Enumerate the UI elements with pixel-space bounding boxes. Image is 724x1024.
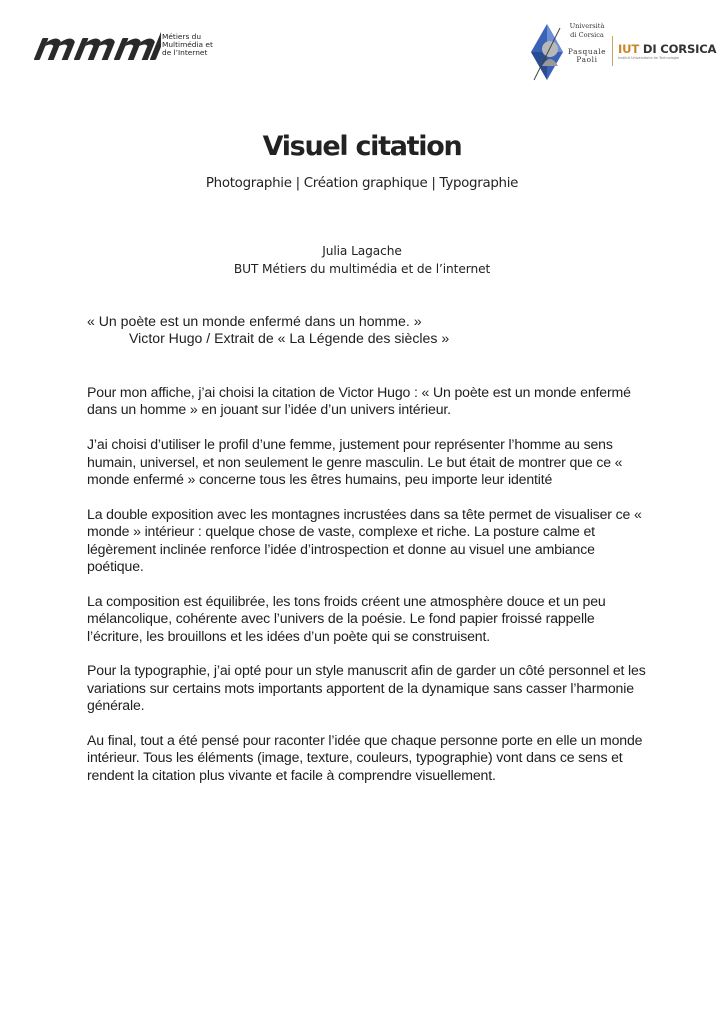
document-subtitle: Photographie | Création graphique | Typographie — [205, 176, 519, 191]
university-namesake: Pasquale Paoli — [567, 47, 607, 65]
author-block — [0, 243, 724, 279]
paragraph: La double exposition avec les montagnes incrustées dans sa tête permet de visualiser ce « monde » intérieur : quelque chose de vaste, complexe et riche. La posture calme et légèrement inclinée renforce l’idée d’introspection et donne au visuel une ambiance poétique. — [87, 505, 642, 575]
document-title: Visuel citation — [262, 131, 462, 162]
mmi-logo — [33, 22, 218, 66]
paragraph: Pour mon affiche, j’ai choisi la citation de Victor Hugo : « Un poète est un monde enfermé dans un homme » en jouant sur l’idée d’un univers intérieur. — [87, 384, 631, 418]
university-emblem-icon — [530, 22, 564, 84]
logo-divider — [612, 36, 613, 66]
quote-block — [87, 313, 449, 348]
quote-text: « Un poète est un monde enfermé dans un homme. » — [87, 313, 422, 329]
program-name: BUT Métiers du multimédia et de l’internet — [233, 261, 491, 276]
paragraph: Pour la typographie, j’ai opté pour un style manuscrit afin de garder un côté personnel et les variations sur certains mots importants apportent de la dynamique sans casser l’harmonie générale. — [87, 662, 646, 714]
paragraph: Au final, tout a été pensé pour raconter l’idée que chaque personne porte en elle un monde intérieur. Tous les éléments (image, texture, couleurs, typographie) vont dans ce sens et rendent la citation plus vivante et facile à comprendre visuellement. — [87, 732, 643, 783]
quote-source: Victor Hugo / Extrait de « La Légende des siècles » — [129, 330, 450, 347]
iut-subtitle: Institut Universitaire de Technologie — [618, 56, 680, 60]
iut-name: IUT DI CORSICA — [618, 42, 717, 56]
mmi-tagline: Métiers du Multimédia et de l’Internet — [162, 32, 213, 57]
university-name: Università di Corsica Pasquale Paoli — [563, 22, 611, 65]
paragraph: La composition est équilibrée, les tons froids créent une atmosphère douce et un peu mélancolique, cohérente avec l’univers de la poésie. Le fond papier froissé rappelle l’écriture, les brouillons et les idées d’un poète qui se construisent. — [87, 592, 606, 644]
university-logo — [530, 22, 717, 84]
author-name: Julia Lagache — [322, 244, 402, 258]
mmi-wordmark-icon — [33, 22, 161, 66]
body-text — [87, 384, 647, 802]
paragraph: J’ai choisi d’utiliser le profil d’une femme, justement pour représenter l’homme au sens humain, universel, et non seulement le genre masculin. Le but était de montrer que ce « monde enfermé » concerne tous les êtres humains, peu importe leur identité — [87, 436, 623, 488]
